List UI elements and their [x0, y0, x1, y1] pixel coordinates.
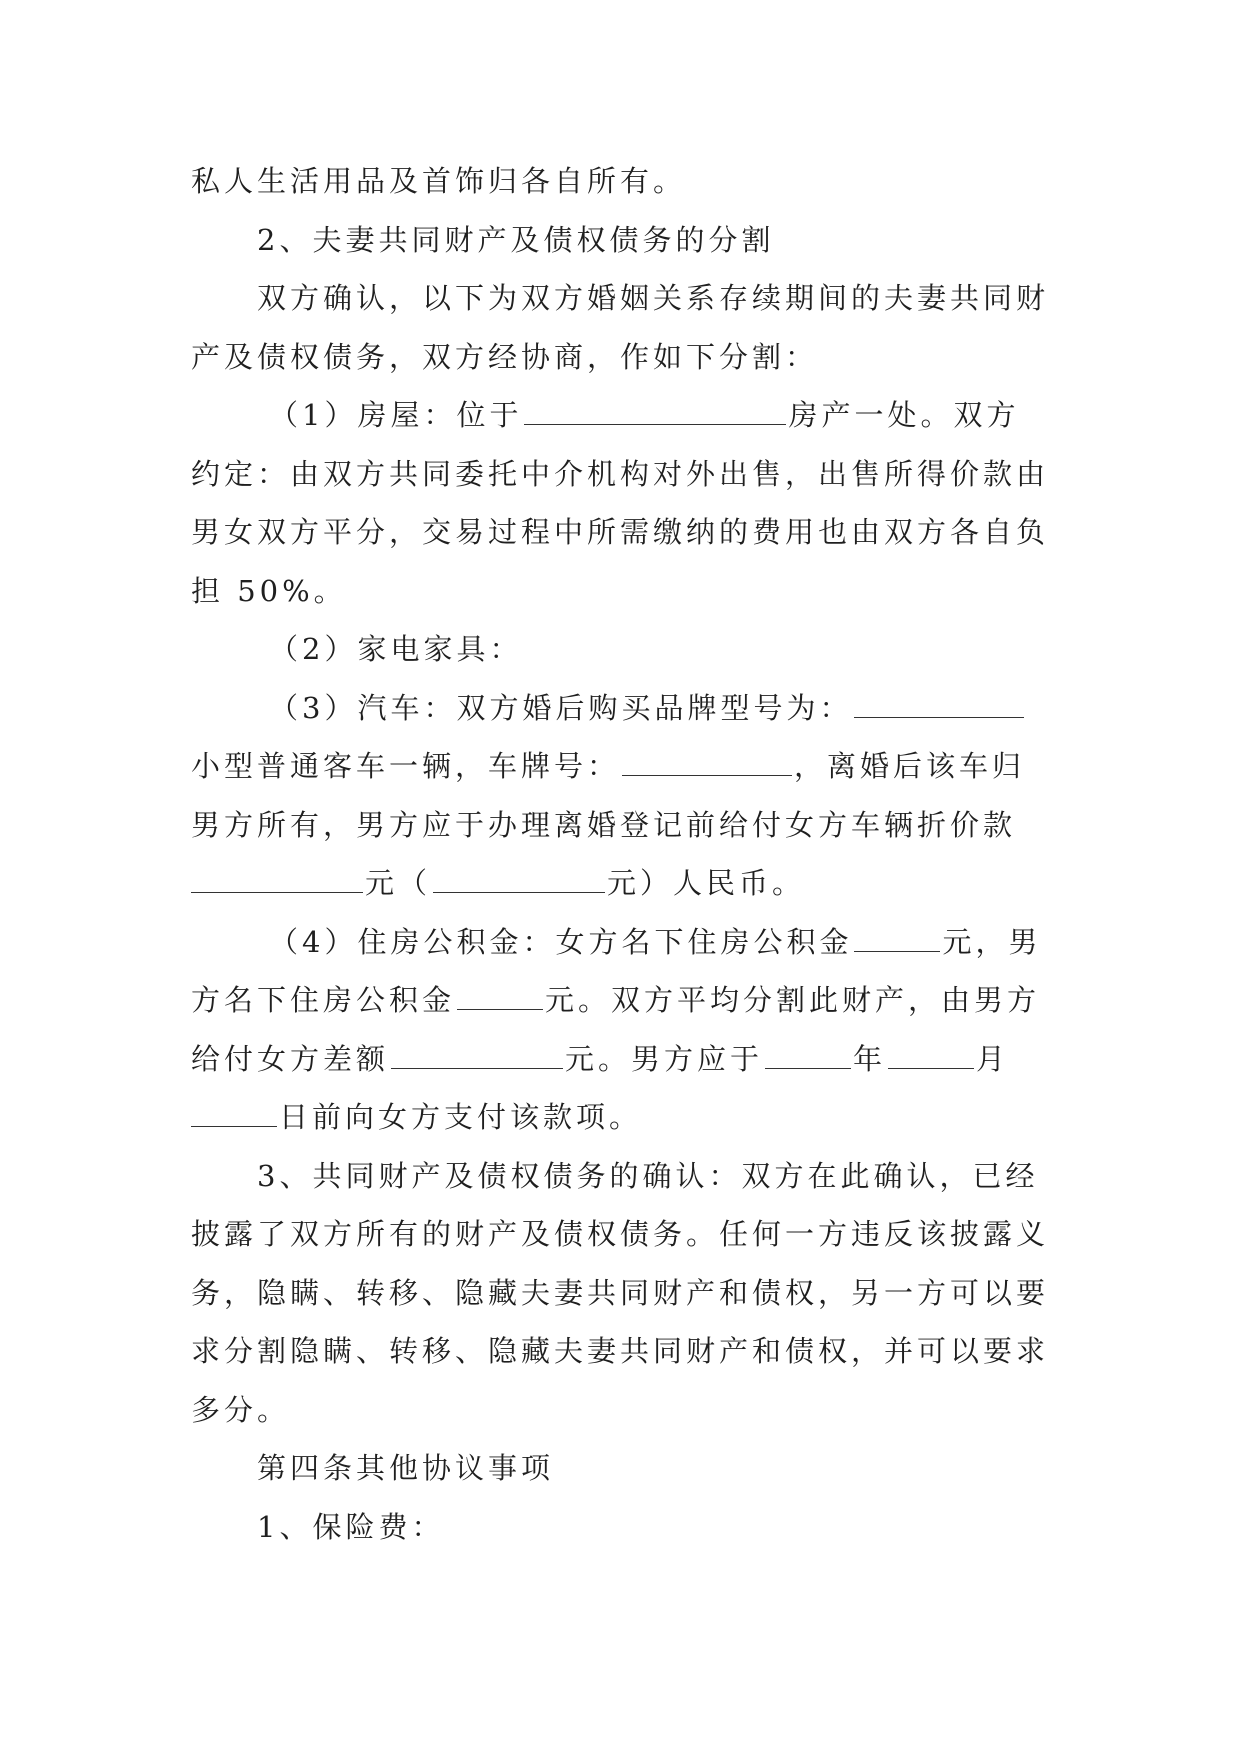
paragraph-text: 担 50%。	[191, 573, 347, 608]
text-line	[191, 620, 1051, 679]
text-line	[191, 562, 1051, 621]
paragraph-text: 元。双方平均分割此财产，由男方	[545, 983, 1041, 1017]
paragraph-text: 务，隐瞒、转移、隐藏夫妻共同财产和债权，另一方可以要	[191, 1275, 1050, 1310]
paragraph-text: （2）家电家具：	[269, 632, 523, 666]
text-line	[191, 269, 1051, 328]
text-line	[191, 1264, 1051, 1323]
paragraph-text: 元，男	[942, 924, 1042, 959]
text-line	[191, 211, 1051, 270]
text-line	[191, 386, 1051, 445]
fill-in-blank-year	[765, 1042, 851, 1069]
paragraph-text: 房产一处。双方	[788, 398, 1020, 432]
text-line	[191, 679, 1051, 738]
text-line	[191, 1030, 1051, 1089]
text-line	[191, 796, 1051, 855]
text-line	[191, 737, 1051, 796]
text-line	[191, 1381, 1051, 1440]
paragraph-text: （1）房屋：位于	[269, 398, 523, 432]
paragraph-text: 多分。	[191, 1392, 291, 1427]
paragraph-text: 男方所有，男方应于办理离婚登记前给付女方车辆折价款	[191, 807, 1017, 842]
section-heading: 2、夫妻共同财产及债权债务的分割	[257, 222, 775, 257]
fill-in-blank-female-fund	[854, 925, 940, 952]
paragraph-text: 月	[976, 1041, 1010, 1076]
text-line	[191, 913, 1051, 972]
text-line	[191, 1205, 1051, 1264]
fill-in-blank-month	[888, 1042, 974, 1069]
paragraph-text: 小型普通客车一辆，车牌号：	[191, 749, 621, 783]
paragraph-text: （3）汽车：双方婚后购买品牌型号为：	[269, 690, 853, 725]
text-line	[191, 1147, 1051, 1206]
text-line	[191, 503, 1051, 562]
fill-in-blank-plate-number	[622, 749, 792, 776]
paragraph-text: 年	[853, 1041, 887, 1076]
paragraph-text: 男女双方平分，交易过程中所需缴纳的费用也由双方各自负	[191, 515, 1050, 549]
article-heading: 第四条其他协议事项	[257, 1451, 555, 1485]
paragraph-text: 私人生活用品及首饰归各自所有。	[191, 164, 687, 198]
paragraph-text: 1、保险费：	[257, 1509, 445, 1544]
paragraph-text: 元）人民币。	[607, 866, 806, 900]
paragraph-text: 方名下住房公积金	[191, 983, 456, 1017]
document-page	[191, 152, 1051, 1556]
paragraph-text: 3、共同财产及债权债务的确认：双方在此确认，已经	[257, 1158, 1039, 1193]
paragraph-text: 日前向女方支付该款项。	[279, 1100, 643, 1134]
paragraph-text: 双方确认，以下为双方婚姻关系存续期间的夫妻共同财	[257, 281, 1050, 315]
text-line	[191, 1088, 1051, 1147]
paragraph-text: 元。男方应于	[565, 1041, 764, 1076]
text-line	[191, 152, 1051, 211]
fill-in-blank-address	[524, 398, 786, 425]
fill-in-blank-difference	[391, 1042, 563, 1069]
paragraph-text: 披露了双方所有的财产及债权债务。任何一方违反该披露义	[191, 1217, 1050, 1251]
text-line	[191, 328, 1051, 387]
paragraph-text: ，离婚后该车归	[794, 749, 1026, 783]
paragraph-text: 产及债权债务，双方经协商，作如下分割：	[191, 339, 819, 374]
fill-in-blank-amount	[191, 866, 363, 893]
text-line	[191, 1439, 1051, 1498]
text-line	[191, 1498, 1051, 1557]
paragraph-text: 给付女方差额	[191, 1041, 390, 1076]
paragraph-text: 求分割隐瞒、转移、隐藏夫妻共同财产和债权，并可以要求	[191, 1334, 1050, 1368]
text-line	[191, 854, 1051, 913]
text-line	[191, 971, 1051, 1030]
fill-in-blank-car-model	[854, 691, 1024, 718]
text-line	[191, 445, 1051, 504]
fill-in-blank-day	[191, 1100, 277, 1127]
text-line	[191, 1322, 1051, 1381]
paragraph-text: 约定：由双方共同委托中介机构对外出售，出售所得价款由	[191, 456, 1050, 491]
fill-in-blank-male-fund	[457, 983, 543, 1010]
paragraph-text: （4）住房公积金：女方名下住房公积金	[269, 924, 853, 959]
paragraph-text: 元（	[365, 866, 432, 900]
fill-in-blank-amount-words	[433, 866, 605, 893]
